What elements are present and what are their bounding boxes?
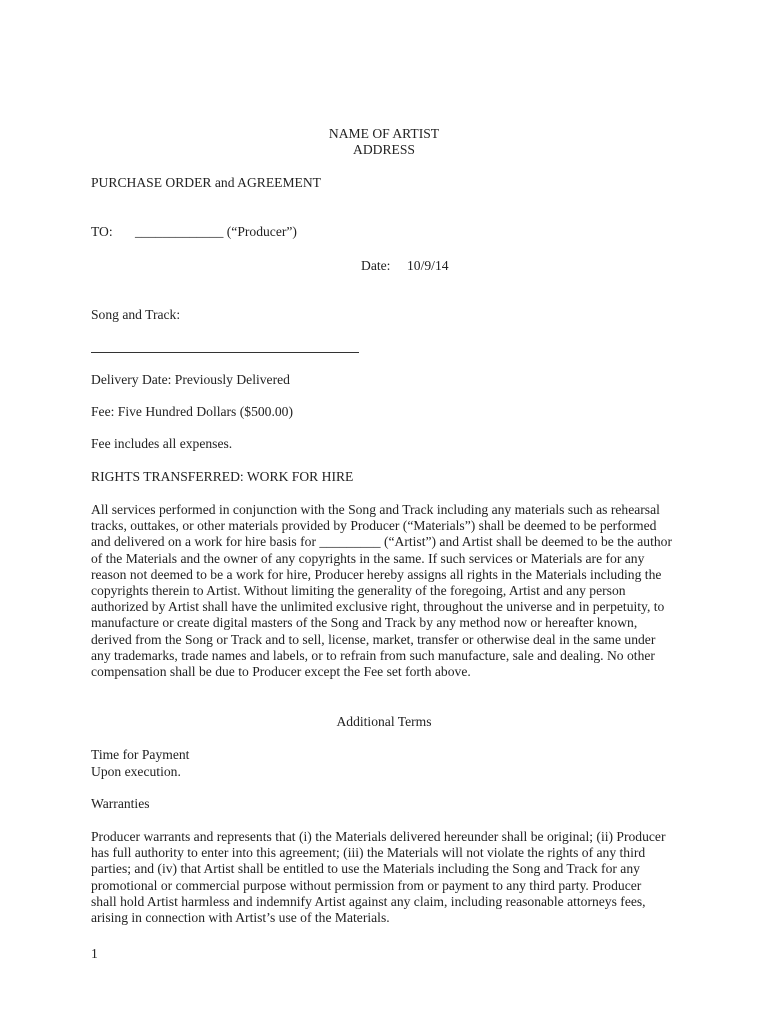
paragraph-line: parties; and (iv) that Artist shall be entitled to use the Materials including the Song and Track for any <box>91 861 640 877</box>
rights-paragraph <box>91 502 691 680</box>
fee-line: Fee: Five Hundred Dollars ($500.00) <box>91 404 293 419</box>
paragraph-line: authorized by Artist shall have the unlimited exclusive right, throughout the universe and in perpetuity, to <box>91 599 665 615</box>
rights-heading: RIGHTS TRANSFERRED: WORK FOR HIRE <box>91 469 354 484</box>
paragraph-line: shall hold Artist harmless and indemnify Artist against any claim, including reasonable attorneys fees, <box>91 893 646 909</box>
additional-terms-heading: Additional Terms <box>336 714 432 729</box>
upon-execution: Upon execution. <box>91 764 181 779</box>
artist-address: ADDRESS <box>353 142 415 157</box>
paragraph-line: arising in connection with Artist’s use of the Materials. <box>91 910 390 926</box>
artist-name: NAME OF ARTIST <box>328 126 440 141</box>
paragraph-line: All services performed in conjunction with the Song and Track including any materials such as rehearsal <box>91 502 660 517</box>
date-label: Date: <box>361 258 391 273</box>
page-number: 1 <box>91 946 98 961</box>
warranties-heading: Warranties <box>91 796 150 811</box>
paragraph-line: has full authority to enter into this agreement; (iii) the Materials will not violate the rights of any third <box>91 845 646 861</box>
paragraph-line: derived from the Song or Track and to sell, license, market, transfer or otherwise deal in the same under <box>91 631 656 647</box>
warranties-paragraph <box>91 829 691 926</box>
paragraph-line: copyrights therein to Artist. Without limiting the generality of the foregoing, Artist and any person <box>91 583 626 599</box>
to-label: TO: <box>91 224 113 239</box>
paragraph-line: manufacture or create digital masters of the Song and Track by any method now or hereafter known, <box>91 615 638 631</box>
time-for-payment-heading: Time for Payment <box>91 747 190 762</box>
date-value: 10/9/14 <box>407 258 449 273</box>
paragraph-line: tracks, outtakes, or other materials provided by Producer (“Materials”) shall be deemed to be performed <box>91 518 657 534</box>
paragraph-line: any trademarks, trade names and labels, or to refrain from such manufacture, sale and dealing. No other <box>91 647 655 663</box>
paragraph-line: compensation shall be due to Producer except the Fee set forth above. <box>91 664 471 680</box>
producer-field: _____________ (“Producer”) <box>135 224 297 239</box>
delivery-date: Delivery Date: Previously Delivered <box>91 372 290 387</box>
paragraph-line: reason not deemed to be a work for hire, Producer hereby assigns all rights in the Materials including the <box>91 566 662 582</box>
paragraph-line: promotional or commercial purpose without permission from or payment to any third party. Producer <box>91 877 642 893</box>
song-track-blank-line <box>91 352 359 353</box>
document-title: PURCHASE ORDER and AGREEMENT <box>91 175 321 190</box>
paragraph-line: and delivered on a work for hire basis for _________ (“Artist”) and Artist shall be deemed to be the author <box>91 534 672 550</box>
paragraph-line: Producer warrants and represents that (i) the Materials delivered hereunder shall be original; (ii) Producer <box>91 829 666 844</box>
paragraph-line: of the Materials and the owner of any copyrights in the same. If such services or Materials are for any <box>91 550 645 566</box>
fee-note: Fee includes all expenses. <box>91 436 233 451</box>
song-track-label: Song and Track: <box>91 307 181 322</box>
